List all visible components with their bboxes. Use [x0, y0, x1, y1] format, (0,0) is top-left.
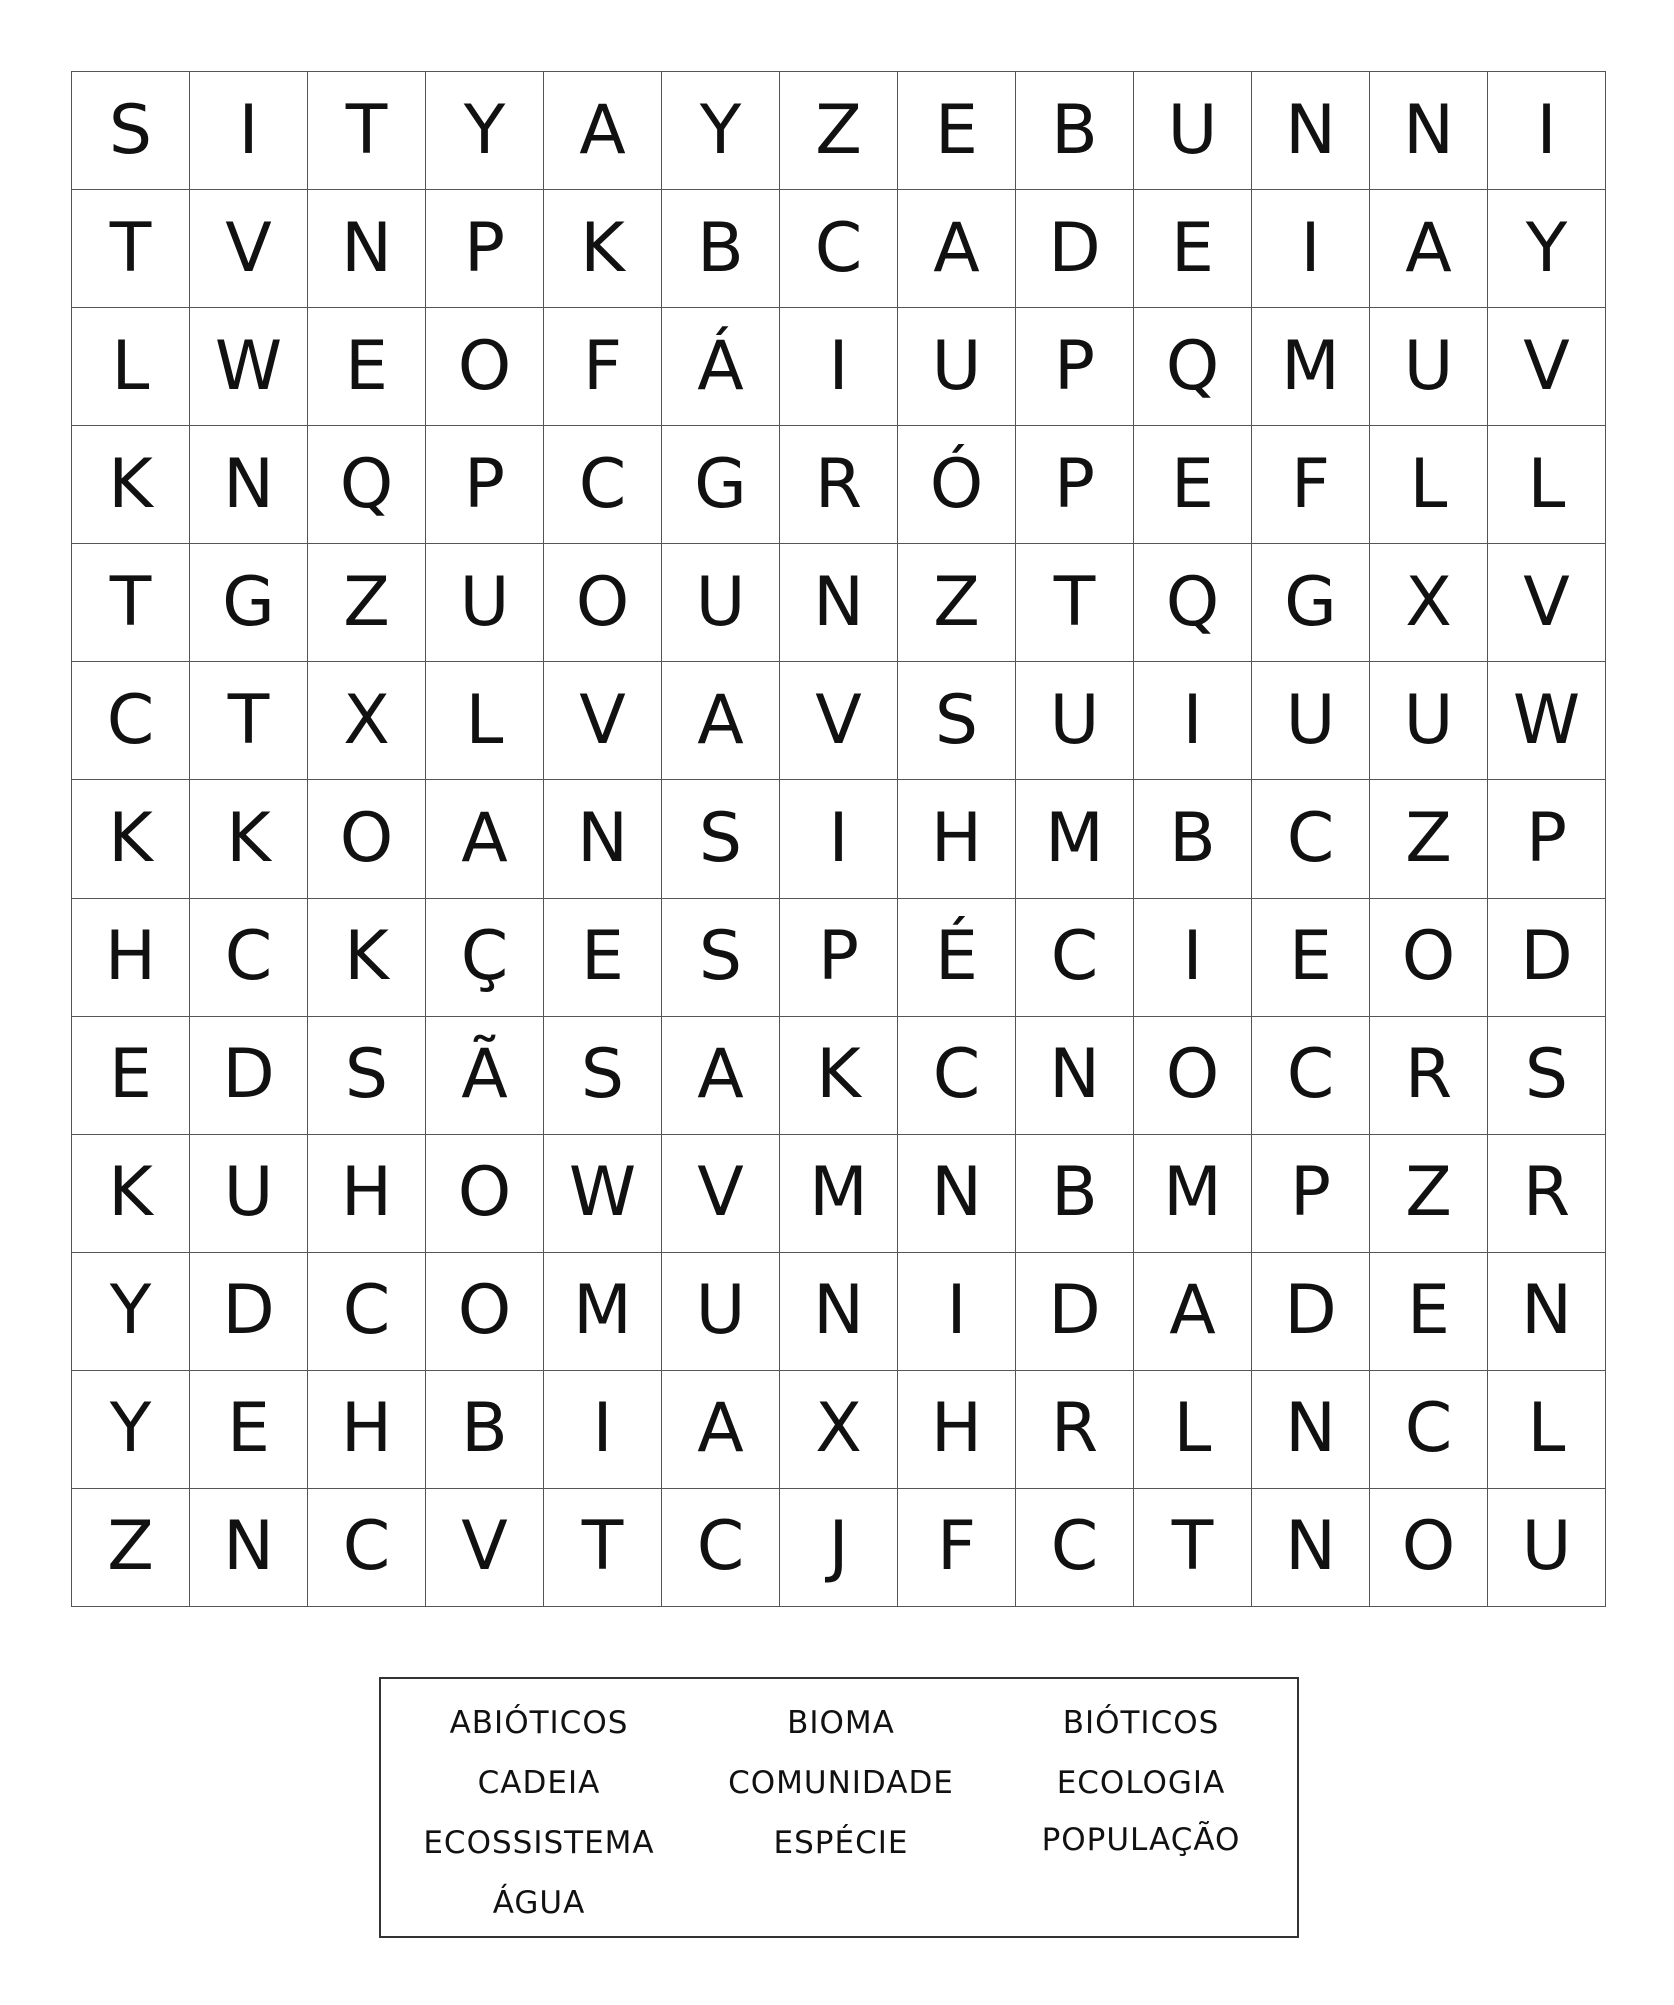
grid-cell[interactable]: H	[72, 899, 190, 1017]
grid-cell[interactable]: E	[898, 72, 1016, 190]
grid-cell[interactable]: V	[190, 190, 308, 308]
grid-cell[interactable]: W	[1488, 662, 1606, 780]
grid-cell[interactable]: I	[1488, 72, 1606, 190]
grid-cell[interactable]: C	[544, 426, 662, 544]
grid-cell[interactable]: N	[780, 1253, 898, 1371]
grid-cell[interactable]: W	[190, 308, 308, 426]
grid-cell[interactable]: C	[662, 1489, 780, 1607]
grid-cell[interactable]: T	[72, 190, 190, 308]
grid-cell[interactable]: Y	[72, 1253, 190, 1371]
grid-cell[interactable]: F	[898, 1489, 1016, 1607]
grid-cell[interactable]: J	[780, 1489, 898, 1607]
grid-cell[interactable]: U	[1370, 308, 1488, 426]
grid-cell[interactable]: T	[308, 72, 426, 190]
grid-cell[interactable]: P	[1488, 780, 1606, 898]
grid-cell[interactable]: A	[662, 662, 780, 780]
word-bank-item: BIÓTICOS	[1062, 1705, 1220, 1741]
grid-cell[interactable]: Q	[1134, 544, 1252, 662]
grid-cell[interactable]: N	[1252, 72, 1370, 190]
grid-cell[interactable]: R	[1488, 1135, 1606, 1253]
grid-cell[interactable]: F	[544, 308, 662, 426]
grid-cell[interactable]: B	[662, 190, 780, 308]
grid-cell[interactable]: P	[1016, 426, 1134, 544]
grid-cell[interactable]: G	[190, 544, 308, 662]
grid-cell[interactable]: U	[662, 1253, 780, 1371]
grid-cell[interactable]: E	[1370, 1253, 1488, 1371]
grid-cell[interactable]: I	[190, 72, 308, 190]
grid-cell[interactable]: T	[72, 544, 190, 662]
grid-cell[interactable]: D	[1016, 1253, 1134, 1371]
grid-cell[interactable]: H	[308, 1135, 426, 1253]
grid-cell[interactable]: H	[898, 780, 1016, 898]
grid-cell[interactable]: H	[898, 1371, 1016, 1489]
grid-cell[interactable]: A	[426, 780, 544, 898]
grid-cell[interactable]: N	[190, 426, 308, 544]
grid-cell[interactable]: V	[1488, 308, 1606, 426]
grid-cell[interactable]: O	[426, 308, 544, 426]
grid-cell[interactable]: V	[544, 662, 662, 780]
grid-cell[interactable]: C	[780, 190, 898, 308]
grid-cell[interactable]: B	[426, 1371, 544, 1489]
grid-cell[interactable]: K	[544, 190, 662, 308]
grid-cell[interactable]: E	[190, 1371, 308, 1489]
grid-cell[interactable]: Z	[1370, 1135, 1488, 1253]
grid-cell[interactable]: A	[662, 1017, 780, 1135]
grid-cell[interactable]: T	[544, 1489, 662, 1607]
grid-cell[interactable]: L	[1370, 426, 1488, 544]
grid-cell[interactable]: K	[72, 426, 190, 544]
grid-cell[interactable]: L	[72, 308, 190, 426]
grid-cell[interactable]: X	[780, 1371, 898, 1489]
grid-cell[interactable]: D	[1488, 899, 1606, 1017]
grid-cell[interactable]: Z	[308, 544, 426, 662]
grid-cell[interactable]: X	[1370, 544, 1488, 662]
word-bank-item: ESPÉCIE	[773, 1825, 909, 1861]
grid-cell[interactable]: V	[780, 662, 898, 780]
grid-cell[interactable]: V	[1488, 544, 1606, 662]
word-bank-item: ECOLOGIA	[1056, 1765, 1226, 1801]
grid-cell[interactable]: O	[1370, 1489, 1488, 1607]
grid-cell[interactable]: Z	[72, 1489, 190, 1607]
word-bank-column	[691, 1693, 991, 1873]
grid-cell[interactable]: I	[544, 1371, 662, 1489]
grid-cell[interactable]: S	[898, 662, 1016, 780]
grid-cell[interactable]: B	[1016, 72, 1134, 190]
grid-cell[interactable]: V	[662, 1135, 780, 1253]
grid-cell[interactable]: R	[1370, 1017, 1488, 1135]
grid-cell[interactable]: M	[1016, 780, 1134, 898]
grid-cell[interactable]: Á	[662, 308, 780, 426]
grid-cell[interactable]: I	[1134, 899, 1252, 1017]
grid-cell[interactable]: U	[1016, 662, 1134, 780]
grid-cell[interactable]: N	[1370, 72, 1488, 190]
word-bank-item: ABIÓTICOS	[449, 1705, 629, 1741]
grid-cell[interactable]: N	[780, 544, 898, 662]
word-bank-column	[991, 1693, 1291, 1867]
grid-cell[interactable]: A	[662, 1371, 780, 1489]
grid-cell[interactable]: U	[426, 544, 544, 662]
grid-cell[interactable]: M	[780, 1135, 898, 1253]
grid-cell[interactable]: T	[190, 662, 308, 780]
grid-cell[interactable]: I	[1134, 662, 1252, 780]
grid-cell[interactable]: N	[1016, 1017, 1134, 1135]
grid-cell[interactable]: M	[1252, 308, 1370, 426]
grid-cell[interactable]: E	[544, 899, 662, 1017]
grid-cell[interactable]: C	[1370, 1371, 1488, 1489]
grid-cell[interactable]: D	[190, 1253, 308, 1371]
grid-cell[interactable]: D	[190, 1017, 308, 1135]
word-bank-item: ECOSSISTEMA	[423, 1825, 655, 1861]
grid-cell[interactable]: L	[1488, 426, 1606, 544]
grid-cell[interactable]: U	[898, 308, 1016, 426]
grid-cell[interactable]: M	[1134, 1135, 1252, 1253]
grid-cell[interactable]: O	[1134, 1017, 1252, 1135]
grid-cell[interactable]: C	[308, 1253, 426, 1371]
grid-cell[interactable]: K	[72, 1135, 190, 1253]
grid-cell[interactable]: P	[426, 426, 544, 544]
grid-cell[interactable]: C	[1252, 780, 1370, 898]
grid-cell[interactable]: S	[72, 72, 190, 190]
grid-cell[interactable]: C	[72, 662, 190, 780]
grid-cell[interactable]: X	[308, 662, 426, 780]
grid-cell[interactable]: O	[426, 1253, 544, 1371]
grid-cell[interactable]: K	[308, 899, 426, 1017]
grid-cell[interactable]: I	[780, 780, 898, 898]
grid-cell[interactable]: N	[1488, 1253, 1606, 1371]
grid-cell[interactable]: P	[1252, 1135, 1370, 1253]
grid-cell[interactable]: L	[1488, 1371, 1606, 1489]
grid-cell[interactable]: B	[1016, 1135, 1134, 1253]
grid-cell[interactable]: Q	[1134, 308, 1252, 426]
grid-cell[interactable]: E	[1134, 190, 1252, 308]
word-bank-item: BIOMA	[787, 1705, 895, 1741]
grid-cell[interactable]: P	[780, 899, 898, 1017]
grid-cell[interactable]: Z	[780, 72, 898, 190]
grid-cell[interactable]: C	[1016, 899, 1134, 1017]
grid-cell[interactable]: E	[308, 308, 426, 426]
grid-cell[interactable]: S	[662, 899, 780, 1017]
grid-cell[interactable]: I	[1252, 190, 1370, 308]
grid-cell[interactable]: O	[308, 780, 426, 898]
grid-cell[interactable]: K	[72, 780, 190, 898]
grid-cell[interactable]: N	[1252, 1489, 1370, 1607]
grid-cell[interactable]: Y	[426, 72, 544, 190]
grid-cell[interactable]: Y	[1488, 190, 1606, 308]
grid-cell[interactable]: N	[544, 780, 662, 898]
grid-cell[interactable]: A	[898, 190, 1016, 308]
grid-cell[interactable]: R	[1016, 1371, 1134, 1489]
grid-cell[interactable]: U	[190, 1135, 308, 1253]
grid-cell[interactable]: L	[1134, 1371, 1252, 1489]
grid-cell[interactable]: A	[544, 72, 662, 190]
grid-cell[interactable]: W	[544, 1135, 662, 1253]
grid-cell[interactable]: E	[1252, 899, 1370, 1017]
grid-cell[interactable]: A	[1370, 190, 1488, 308]
grid-cell[interactable]: É	[898, 899, 1016, 1017]
grid-cell[interactable]: G	[1252, 544, 1370, 662]
grid-cell[interactable]: C	[1252, 1017, 1370, 1135]
grid-cell[interactable]: K	[780, 1017, 898, 1135]
grid-cell[interactable]: H	[308, 1371, 426, 1489]
grid-cell[interactable]: Q	[308, 426, 426, 544]
grid-cell[interactable]: P	[1016, 308, 1134, 426]
grid-cell[interactable]: Y	[662, 72, 780, 190]
grid-cell[interactable]: M	[544, 1253, 662, 1371]
grid-cell[interactable]: S	[544, 1017, 662, 1135]
grid-cell[interactable]: F	[1252, 426, 1370, 544]
word-bank-item: COMUNIDADE	[728, 1765, 954, 1801]
grid-cell[interactable]: I	[780, 308, 898, 426]
grid-cell[interactable]: O	[544, 544, 662, 662]
grid-cell[interactable]: V	[426, 1489, 544, 1607]
grid-cell[interactable]: K	[190, 780, 308, 898]
grid-cell[interactable]: U	[662, 544, 780, 662]
grid-cell[interactable]: Z	[898, 544, 1016, 662]
grid-cell[interactable]: B	[1134, 780, 1252, 898]
word-bank-item: POPULAÇÃO	[1041, 1822, 1241, 1858]
grid-cell[interactable]: Y	[72, 1371, 190, 1489]
word-bank-item: ÁGUA	[492, 1885, 586, 1921]
grid-cell[interactable]: O	[1370, 899, 1488, 1017]
word-bank	[379, 1677, 1299, 1938]
grid-cell[interactable]: U	[1370, 662, 1488, 780]
grid-cell[interactable]: S	[308, 1017, 426, 1135]
grid-cell[interactable]: C	[898, 1017, 1016, 1135]
grid-cell[interactable]: C	[1016, 1489, 1134, 1607]
grid-cell[interactable]: L	[426, 662, 544, 780]
grid-cell[interactable]: S	[1488, 1017, 1606, 1135]
grid-cell[interactable]: P	[426, 190, 544, 308]
grid-cell[interactable]: C	[190, 899, 308, 1017]
word-bank-column	[389, 1693, 689, 1933]
grid-cell[interactable]: N	[190, 1489, 308, 1607]
grid-cell[interactable]: N	[308, 190, 426, 308]
grid-cell[interactable]: Ó	[898, 426, 1016, 544]
grid-cell[interactable]: G	[662, 426, 780, 544]
grid-cell[interactable]: S	[662, 780, 780, 898]
grid-cell[interactable]: Z	[1370, 780, 1488, 898]
grid-cell[interactable]: U	[1488, 1489, 1606, 1607]
word-search-grid	[71, 71, 1606, 1607]
grid-cell[interactable]: Ç	[426, 899, 544, 1017]
grid-cell[interactable]: T	[1016, 544, 1134, 662]
grid-cell[interactable]: U	[1134, 72, 1252, 190]
grid-cell[interactable]: D	[1016, 190, 1134, 308]
grid-cell[interactable]: U	[1252, 662, 1370, 780]
grid-cell[interactable]: E	[1134, 426, 1252, 544]
grid-cell[interactable]: I	[898, 1253, 1016, 1371]
grid-cell[interactable]: N	[1252, 1371, 1370, 1489]
grid-cell[interactable]: T	[1134, 1489, 1252, 1607]
grid-cell[interactable]: A	[1134, 1253, 1252, 1371]
grid-cell[interactable]: N	[898, 1135, 1016, 1253]
word-bank-item: CADEIA	[477, 1765, 601, 1801]
grid-cell[interactable]: C	[308, 1489, 426, 1607]
grid-cell[interactable]: Ã	[426, 1017, 544, 1135]
grid-cell[interactable]: E	[72, 1017, 190, 1135]
grid-cell[interactable]: D	[1252, 1253, 1370, 1371]
grid-cell[interactable]: R	[780, 426, 898, 544]
grid-cell[interactable]: O	[426, 1135, 544, 1253]
